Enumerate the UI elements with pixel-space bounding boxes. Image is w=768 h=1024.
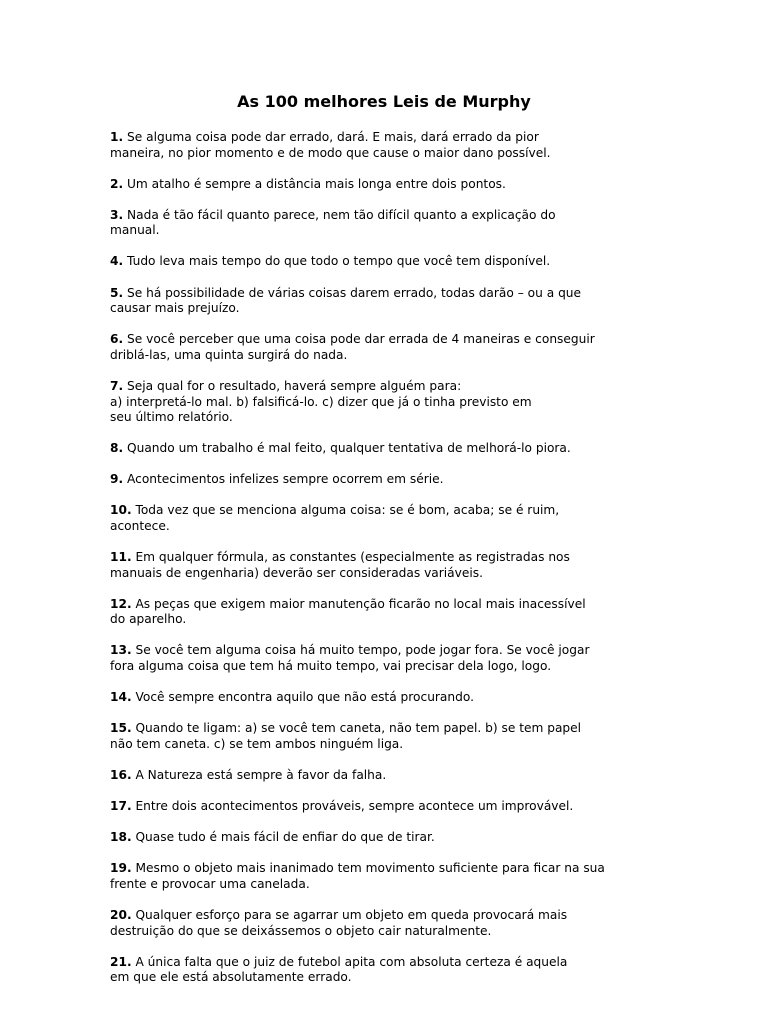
law-text-line (110, 208, 650, 224)
law-text-line (110, 223, 650, 239)
law-text-line (110, 130, 650, 146)
law-text-line (110, 503, 650, 519)
law-text-line (110, 721, 650, 737)
law-item (110, 861, 650, 892)
law-text-line (110, 410, 650, 426)
law-text: frente e provocar uma canelada. (110, 876, 310, 891)
law-text-line (110, 861, 650, 877)
law-number: 17. (110, 799, 132, 814)
law-item (110, 721, 650, 752)
law-text-line (110, 612, 650, 628)
law-text-line (110, 472, 650, 488)
law-text: manual. (110, 223, 160, 238)
law-text: acontece. (110, 519, 170, 533)
law-text-line (110, 799, 650, 815)
law-number: 16. (110, 767, 132, 782)
law-number: 15. (110, 721, 132, 736)
law-text: Se há possibilidade de várias coisas darem errado, todas darão – ou a que (127, 285, 582, 300)
law-item (110, 643, 650, 674)
law-number: 14. (110, 690, 132, 705)
law-number: 1. (110, 130, 124, 144)
law-item (110, 286, 650, 317)
law-text-line (110, 348, 650, 364)
law-text: manuais de engenharia) deverão ser consideradas variáveis. (110, 565, 483, 580)
law-item (110, 208, 650, 239)
law-text-line (110, 286, 650, 302)
law-item (110, 908, 650, 939)
law-text: driblá-las, uma quinta surgirá do nada. (110, 347, 348, 362)
law-text: fora alguma coisa que tem há muito tempo, vai precisar dela logo, logo. (110, 659, 552, 674)
law-item (110, 955, 650, 986)
law-number: 10. (110, 503, 132, 518)
law-text: Entre dois acontecimentos prováveis, sempre acontece um improvável. (135, 799, 574, 814)
law-number: 6. (110, 332, 124, 347)
law-text-line (110, 643, 650, 659)
law-text-line (110, 690, 650, 706)
law-text-line (110, 970, 650, 986)
laws-list (110, 130, 650, 1001)
law-text-line (110, 597, 650, 613)
law-text-line (110, 830, 650, 846)
law-text-line (110, 955, 650, 971)
law-text-line (110, 877, 650, 893)
law-text: Nada é tão fácil quanto parece, nem tão difícil quanto a explicação do (127, 207, 556, 222)
law-text: Quando te ligam: a) se você tem caneta, não tem papel. b) se tem papel (135, 721, 582, 736)
law-text: Você sempre encontra aquilo que não está procurando. (135, 690, 474, 705)
law-text: As peças que exigem maior manutenção ficarão no local mais inacessível (135, 596, 586, 611)
law-item (110, 768, 650, 784)
law-text-line (110, 177, 650, 193)
law-text: a) interpretá-lo mal. b) falsificá-lo. c) dizer que já o tinha previsto em (110, 394, 532, 409)
law-text: Se alguma coisa pode dar errado, dará. E mais, dará errado da pior (127, 130, 539, 144)
law-item (110, 332, 650, 363)
law-text-line (110, 254, 650, 270)
law-number: 18. (110, 830, 132, 845)
law-text: destruição do que se deixássemos o objeto cair naturalmente. (110, 923, 492, 938)
law-text: Em qualquer fórmula, as constantes (especialmente as registradas nos (135, 550, 570, 565)
law-text-line (110, 737, 650, 753)
law-number: 7. (110, 378, 124, 393)
law-text: Toda vez que se menciona alguma coisa: se é bom, acaba; se é ruim, (135, 503, 560, 518)
law-text-line (110, 924, 650, 940)
law-text: maneira, no pior momento e de modo que cause o maior dano possível. (110, 145, 551, 160)
law-text: Quase tudo é mais fácil de enfiar do que de tirar. (135, 830, 435, 845)
law-number: 20. (110, 907, 132, 922)
law-item (110, 503, 650, 534)
law-text: A Natureza está sempre à favor da falha. (135, 767, 387, 782)
law-number: 21. (110, 954, 132, 969)
law-text: Acontecimentos infelizes sempre ocorrem em série. (127, 472, 444, 487)
law-text: do aparelho. (110, 612, 187, 627)
law-text: Seja qual for o resultado, haverá sempre alguém para: (127, 378, 462, 393)
law-item (110, 177, 650, 193)
law-text-line (110, 519, 650, 535)
law-item (110, 254, 650, 270)
law-text-line (110, 146, 650, 162)
law-item (110, 130, 650, 161)
law-number: 2. (110, 176, 124, 191)
law-item (110, 441, 650, 457)
law-text: Quando um trabalho é mal feito, qualquer tentativa de melhorá-lo piora. (127, 441, 571, 456)
law-text-line (110, 566, 650, 582)
law-item (110, 690, 650, 706)
law-text-line (110, 301, 650, 317)
law-text: Mesmo o objeto mais inanimado tem movimento suficiente para ficar na sua (135, 861, 605, 876)
law-number: 3. (110, 207, 124, 222)
law-item (110, 597, 650, 628)
law-text-line (110, 768, 650, 784)
law-text: não tem caneta. c) se tem ambos ninguém liga. (110, 736, 404, 751)
law-item (110, 550, 650, 581)
law-item (110, 379, 650, 426)
law-text: causar mais prejuízo. (110, 301, 240, 316)
law-text-line (110, 550, 650, 566)
law-text: seu último relatório. (110, 410, 233, 425)
law-number: 5. (110, 285, 124, 300)
law-number: 9. (110, 472, 124, 487)
law-text: Qualquer esforço para se agarrar um objeto em queda provocará mais (135, 907, 568, 922)
law-text-line (110, 379, 650, 395)
law-item (110, 830, 650, 846)
law-number: 13. (110, 643, 132, 658)
law-number: 8. (110, 441, 124, 456)
document-title: As 100 melhores Leis de Murphy (237, 92, 531, 111)
law-text-line (110, 659, 650, 675)
law-number: 11. (110, 550, 132, 565)
law-text: Tudo leva mais tempo do que todo o tempo que você tem disponível. (127, 254, 551, 269)
law-text: em que ele está absolutamente errado. (110, 970, 352, 985)
law-number: 19. (110, 861, 132, 876)
law-item (110, 799, 650, 815)
law-item (110, 472, 650, 488)
law-text: Um atalho é sempre a distância mais longa entre dois pontos. (127, 176, 506, 191)
law-text-line (110, 395, 650, 411)
law-text-line (110, 908, 650, 924)
law-text: Se você tem alguma coisa há muito tempo, pode jogar fora. Se você jogar (135, 643, 590, 658)
law-text-line (110, 332, 650, 348)
law-text: A única falta que o juiz de futebol apita com absoluta certeza é aquela (135, 954, 568, 969)
law-number: 12. (110, 596, 132, 611)
law-text-line (110, 441, 650, 457)
law-text: Se você perceber que uma coisa pode dar errada de 4 maneiras e conseguir (127, 332, 595, 347)
law-number: 4. (110, 254, 124, 269)
